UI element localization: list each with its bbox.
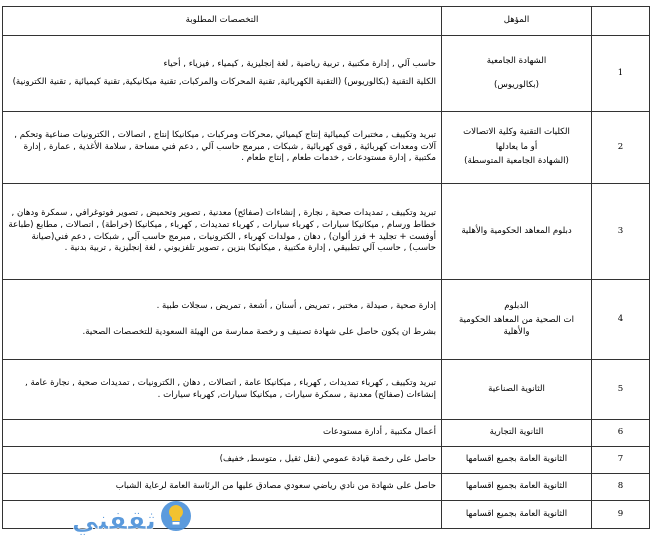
watermark-text: ثقفني: [71, 506, 156, 536]
qualification-line: الثانوية العامة بجميع اقسامها: [465, 508, 568, 519]
header-specializations: التخصصات المطلوبة: [3, 7, 442, 36]
specialization-text: الكلية التقنية (بكالوريوس) (التقنية الكهربائية, تقنية المحركات والمركبات, تقنية ميكانيكية, تقنية كيميائية , تقنية الكترونية): [12, 76, 436, 87]
qualification-cell: [442, 474, 592, 501]
specialization-text: حاسب آلي , إدارة مكتبية , تربية رياضية , لغة إنجليزية , كيمياء , فيزياء , أحياء: [163, 58, 436, 69]
qualification-line: ات الصحية من المعاهد الحكومية والأهلية: [458, 315, 575, 337]
row-number: 7: [592, 447, 650, 474]
header-qualification: المؤهل: [442, 7, 592, 36]
header-number: [592, 7, 650, 36]
qualification-cell: [442, 280, 592, 360]
qualification-line: الثانوية الصناعية: [488, 383, 545, 394]
qualification-line: الكليات التقنية وكلية الاتصالات: [463, 127, 570, 138]
specialization-text: أعمال مكتبية , أدارة مستودعات: [323, 427, 436, 438]
specialization-text: تبريد وتكييف , مختبرات كيميائية إنتاج كيميائي ,محركات ومركبات , ميكانيكا إنتاج , اتصالات , الكترونيات صناعية وتحكم , آلات ومعدات كهربائية , قوى كهربائية , شبكات , مبرمج حاسب آلي , دعم فني مساحة , سلامة الأغذية , عمارة , إدارة مكتبية , إدارة مستودعات , خدمات طعام , إنتاج طعام .: [14, 130, 436, 164]
lightbulb-icon: [161, 501, 191, 531]
site-logo: [6, 496, 206, 540]
qualification-line: الثانوية التجارية: [489, 427, 544, 438]
table-row: [3, 112, 650, 184]
table-row: [3, 36, 650, 112]
table-row: [3, 420, 650, 447]
qualification-line: (بكالوريوس): [494, 79, 539, 90]
specialization-text: تبريد وتكييف , كهرباء تمديدات , كهرباء , ميكانيكا عامة , اتصالات , دهان , الكترونيات , تمديدات صحية , نجارة عامة , إنشاءات (صفائح) معدنية , سمكرة سيارات , ميكانيكا سيارات, كهرباء سيارات .: [24, 377, 436, 400]
qualification-cell: [442, 184, 592, 280]
specialization-text: بشرط ان يكون حاصل على شهادة تصنيف و رخصة ممارسة من الهيئة السعودية للتخصصات الصحية.: [82, 326, 436, 337]
row-number: 5: [592, 360, 650, 420]
qualification-line: الثانوية العامة بجميع اقسامها: [465, 481, 568, 492]
row-number: 6: [592, 420, 650, 447]
table-row: [3, 447, 650, 474]
specialization-cell: [3, 420, 442, 447]
qualification-line: أو ما يعادلها: [495, 141, 538, 152]
specialization-cell: [3, 447, 442, 474]
row-number: 4: [592, 280, 650, 360]
qualification-line: دبلوم المعاهد الحكومية والأهلية: [461, 225, 572, 236]
qualification-line: (الشهادة الجامعية المتوسطة): [464, 156, 569, 167]
specialization-cell: [3, 36, 442, 112]
table-row: [3, 360, 650, 420]
qualification-cell: [442, 112, 592, 184]
specialization-cell: [3, 112, 442, 184]
row-number: 1: [592, 36, 650, 112]
specialization-cell: [3, 360, 442, 420]
table-row: [3, 280, 650, 360]
row-number: 3: [592, 184, 650, 280]
qualification-cell: [442, 360, 592, 420]
row-number: 2: [592, 112, 650, 184]
table-row: [3, 184, 650, 280]
requirements-table: [2, 6, 650, 529]
qualification-cell: [442, 420, 592, 447]
qualification-cell: [442, 447, 592, 474]
specialization-cell: [3, 280, 442, 360]
qualification-line: الشهادة الجامعية: [486, 55, 547, 66]
specialization-text: حاصل على رخصة قيادة عمومي (نقل ثقيل , متوسط, خفيف): [219, 454, 436, 465]
qualification-cell: [442, 36, 592, 112]
specialization-cell: [3, 184, 442, 280]
specialization-text: إدارة صحية , صيدلة , مختبر , تمريض , أسنان , أشعة , تمريض , سجلات طبية .: [156, 300, 436, 311]
qualification-cell: [442, 501, 592, 529]
qualification-line: الثانوية العامة بجميع اقسامها: [465, 454, 568, 465]
specialization-text: تبريد وتكييف , تمديدات صحية , نجارة , إنشاءات (صفائح) معدنية , تصوير وتحميض , تصوير فوتوغرافي , سمكرة ودهان , خطاط ورسام , ميكانيكا سيارات , كهرباء سيارات , كهرباء تمديدات , كهرباء , ميكانيكا (خراطة) , اتصالات , مطابع (طباعة أوفست + تجليد + فرز ألوان) , دهان , مولدات كهرباء , الكترونيات , مبرمج حاسب آلي , شبكات , دعم فني(صيانة حاسب) , حاسب آلي تطبيقي , إدارة مكتبية , ميكانيكا بنزين , تصوير تلفزيوني , لغة إنجليزية , تربية بدنية .: [8, 208, 436, 254]
qualification-line: الدبلوم: [504, 300, 529, 311]
header-row: [3, 7, 650, 36]
row-number: 9: [592, 501, 650, 529]
specialization-text: حاصل على شهادة من نادي رياضي سعودي مصادق عليها من الرئاسة العامة لرعاية الشباب: [115, 481, 436, 492]
row-number: 8: [592, 474, 650, 501]
